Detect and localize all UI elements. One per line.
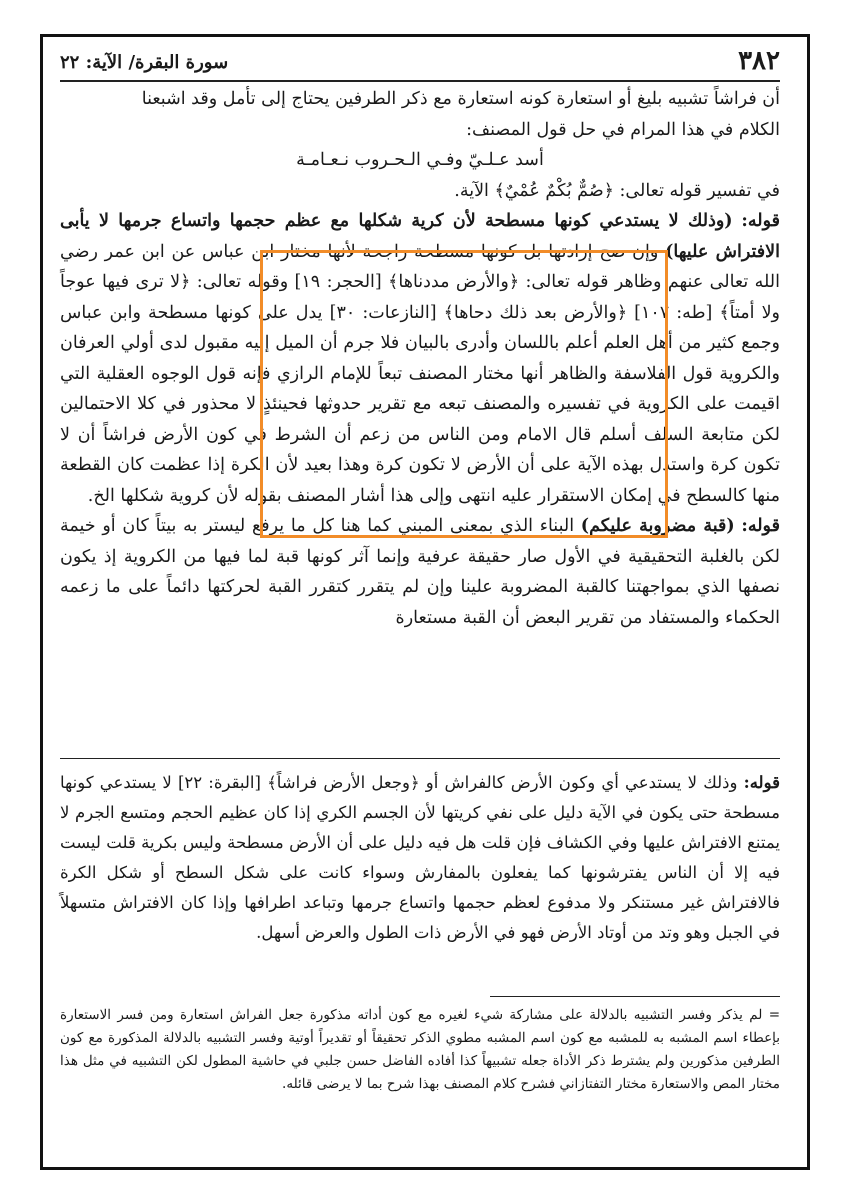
page-header <box>60 40 780 74</box>
paragraph-text: البناء الذي بمعنى المبني كما هنا كل ما يرفع ليستر به بيتاً كان أو خيمة لكن بالغلبة التحقيقية في الأول صار حقيقة عرفية وإنما آثر كونها قبة لما فيها من الكروية إذ يكون نصفها الذي بمواجهتنا كالقبة المضروبة علينا وإن لم يتقرر كتقرر القبة لحركتها دائماً على ما زعمه الحكماء والمستفاد من تقرير البعض أن القبة مستعارة <box>60 516 780 628</box>
qawluhu-label: قوله: <box>741 211 780 231</box>
surah-title: سورة البقرة/ الآية: ٢٢ <box>60 52 229 73</box>
book-page <box>60 40 780 1140</box>
paragraph-text: وإن صح إرادتها بل كونها مسطحة راجحة لأنها مختار ابن عباس عن ابن عمر رضي الله تعالى عنهم وظاهر قوله تعالى: ﴿والأرض مددناها﴾ [الحجر: ١٩] وقوله تعالى: ﴿لا ترى فيها عوجاً ولا أمتاً﴾ [طه: ١٠٧] ﴿والأرض بعد ذلك دحاها﴾ [النازعات: ٣٠] يدل على كونها مسطحة وابن عباس وجمع كثير من أهل العلم أعلم باللسان وأدرى بالبيان فلا جرم أن الميل إليه مقبول لدى أولي العرفان والكروية قول الفلاسفة والظاهر أنها مختار المصنف تبعاً للإمام الرازي فإنه قول الوجوه العقلية التي اقيمت على الكروية في تفسيره والمصنف تبعه مع تقرير حدوثها فحينئذٍ لا محذور في كلا الاحتمالين لكن متابعة السلف أسلم قال الامام ومن الناس من زعم أن الشرط في كون الأرض فراشاً أن لا تكون كرة واستدل بهذه الآية على أن الأرض لا تكون كرة وهذا بعيد لأن الكرة إذا عظمت كان القطعة منها كالسطح في إمكان الاستقرار عليه انتهى وإلى هذا أشار المصنف بقوله لأن كروية شكلها الخ. <box>60 241 780 506</box>
poem-line: أسد عـلـيّ وفـي الـحـروب نـعـامـة <box>296 150 544 170</box>
page-number: ٣٨٢ <box>738 46 780 76</box>
header-rule <box>60 80 780 82</box>
quoted-phrase: (قبة مضروبة عليكم) <box>580 516 735 536</box>
footnote-text: لم يذكر وفسر التشبيه بالدلالة على مشاركة شيء لغيره مع كون أداته مذكورة جعل الفراش استعارة ومن فسر الاستعارة بإعطاء اسم المشبه به للمشبه مع كون اسم المشبه مطوي الذكر تحقيقاً أو تقديراً أوتية وفسر التشبيه بالدلالة المذكورة مع كون الطرفين مذكورين ولم يشترط ذكر الأداة جعله تشبيهاً كذا أفاده الفاضل حسن جلبي في حاشية المطول لكن التشبيه في مثل هذا مختار المص والاستعارة مختار التفتازاني فشرح كلام المصنف بهذا شرح بما لا يرضى قائله. <box>60 1007 780 1092</box>
footnote-marker: = <box>768 1007 780 1023</box>
footnote-divider <box>490 996 780 997</box>
qawluhu-label: قوله: <box>741 516 780 536</box>
quoted-phrase: (وذلك لا يستدعي كونها مسطحة لأن كرية شكلها مع عظم حجمها واتساع جرمها لا يأبى الافتراش عليها) <box>60 211 780 262</box>
intro-line: أن فراشاً تشبيه بليغ أو استعارة كونه استعارة مع ذكر الطرفين يحتاج إلى تأمل وقد اشبعنا <box>141 89 780 109</box>
commentary-text: وذلك لا يستدعي أي وكون الأرض كالفراش أو ﴿وجعل الأرض فراشاً﴾ [البقرة: ٢٢] لا يستدعي كونها مسطحة حتى يكون في الآية دليل على نفي كريتها لأن الجسم الكري إذا كان عظيم الحجم ومتسع الجرم لا يمتنع الافتراش عليها وفي الكشاف فإن قلت هل فيه دليل على أن الأرض مسطحة وليس بكرية قلت ليست فيه إلا أن الناس يفترشونها كما يفعلون بالمفارش وسواء كانت على شكل السطح أو شكل الكرة فالافتراش غير مستنكر ولا مدفوع لعظم حجمها واتساع جرمها وتباعد اطرافها وإذا كان الافتراش متسهلاً في الجبل وهو وتد من أوتاد الأرض فهو في الأرض ذات الطول والعرض أسهل. <box>60 773 780 942</box>
tafsir-line: في تفسير قوله تعالى: ﴿صُمٌّ بُكْمٌ عُمْيٌ﴾ الآية. <box>454 180 780 201</box>
commentary-paragraph <box>60 768 780 948</box>
highlight-box <box>260 250 668 538</box>
intro-line: الكلام في هذا المرام في حل قول المصنف: <box>466 119 780 140</box>
footnote-paragraph <box>60 1004 780 1096</box>
section-divider <box>60 758 780 759</box>
qawluhu-label: قوله: <box>743 773 780 792</box>
commentary-section <box>60 768 780 948</box>
footnote-section <box>60 1004 780 1096</box>
